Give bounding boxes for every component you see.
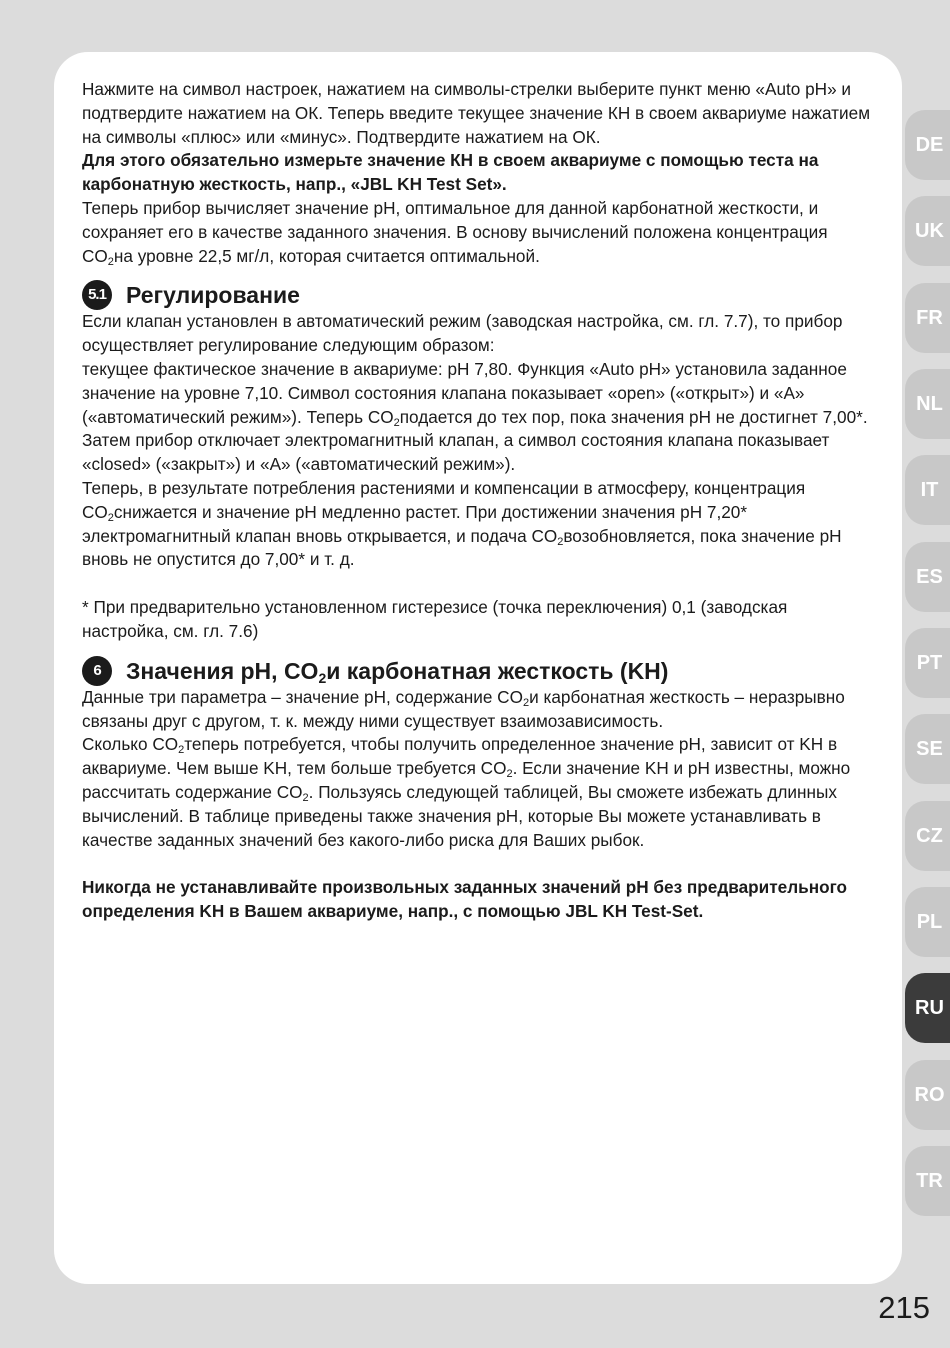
tab-language-de[interactable]: DE	[905, 110, 950, 180]
footnote: * При предварительно установленном гистерезисе (точка переключения) 0,1 (заводская настройка, см. гл. 7.6)	[82, 597, 788, 641]
section-title: Значения pH, $CO_2и$ карбонатная жесткость (KH)	[126, 657, 669, 686]
tab-language-uk[interactable]: UK	[905, 196, 950, 266]
section-title: Регулирование	[126, 282, 300, 309]
tab-language-pt[interactable]: PT	[905, 628, 950, 698]
tab-language-it[interactable]: IT	[905, 455, 950, 525]
intro-paragraph-2: Теперь прибор вычисляет значение pH, оптимальное для данной карбонатной жесткости, и сохраняет его в качестве заданного значения. В основу вычислений положена концентрация $CO_2на$ уровне 22,5 мг/л, которая считается оптимальной.	[82, 197, 828, 268]
document-content	[82, 78, 872, 924]
section-6-heading	[82, 656, 872, 686]
section-number-badge: 6	[82, 656, 112, 686]
tab-language-cz[interactable]: CZ	[905, 801, 950, 871]
intro-paragraph-1: Нажмите на символ настроек, нажатием на символы-стрелки выберите пункт меню «Auto pH» и подтвердите нажатием на ОК. Теперь введите текущее значение КН в своем аквариуме нажатием на символы «плюс» или «минус». Подтвердите нажатием на ОК.	[82, 79, 871, 147]
section-5-1-paragraph-2: текущее фактическое значение в аквариуме: pH 7,80. Функция «Auto pH» установила заданное значение на уровне 7,10. Символ состояния клапана показывает «open» («открыт») и «A» («автоматический режим»). Теперь $CO_2подается$ до тех пор, пока значения pH не достигнет 7,00*. Затем прибор отключает электромагнитный клапан, а символ состояния клапана показывает «closed» («закрыт») и «A» («автоматический режим»).	[82, 358, 868, 475]
tab-language-tr[interactable]: TR	[905, 1146, 950, 1216]
section-5-1-paragraph-3: Теперь, в результате потребления растениями и компенсации в атмосферу, концентрация $CO_2снижается$ и значение pH медленно растет. При достижении значения pH 7,20* электромагнитный клапан вновь открывается, и подача $CO_2возобновляется$, пока значение pH вновь не опустится до 7,00* и т. д.	[82, 477, 842, 570]
tab-language-se[interactable]: SE	[905, 714, 950, 784]
tab-language-pl[interactable]: PL	[905, 887, 950, 957]
warning-note: Никогда не устанавливайте произвольных заданных значений pH без предварительного определения KH в Вашем аквариуме, напр., с помощью JBL KH Test-Set.	[82, 877, 848, 922]
intro-bold-note: Для этого обязательно измерьте значение КН в своем аквариуме с помощью теста на карбонатную жесткость, напр., «JBL KH Test Set».	[82, 150, 819, 195]
tab-language-es[interactable]: ES	[905, 542, 950, 612]
page-number: 215	[878, 1290, 930, 1325]
tab-language-fr[interactable]: FR	[905, 283, 950, 353]
section-5-1-paragraph-1: Если клапан установлен в автоматический режим (заводская настройка, см. гл. 7.7), то прибор осуществляет регулирование следующим образом:	[82, 311, 843, 356]
section-5-1-heading	[82, 280, 872, 310]
tab-language-nl[interactable]: NL	[905, 369, 950, 439]
section-number-badge: 5.1	[82, 280, 112, 310]
section-6-paragraph-2: Сколько $CO_2теперь$ потребуется, чтобы получить определенное значение pH, зависит от KH в аквариуме. Чем выше KH, тем больше требуется $CO_2$. Если значение KH и pH известны, можно рассчитать содержание $CO_2$. Пользуясь следующей таблицей, Вы сможете избежать длинных вычислений. В таблице приведены также значения pH, которые Вы можете устанавливать в качестве заданных значений без какого-либо риска для Ваших рыбок.	[82, 734, 851, 850]
section-6-paragraph-1: Данные три параметра – значение pH, содержание $CO_2и$ карбонатная жесткость – неразрывно связаны друг с другом, т. к. между ними существует взаимозависимость.	[82, 686, 845, 731]
language-tabs	[905, 0, 950, 1348]
tab-language-ru[interactable]: RU	[905, 973, 950, 1043]
tab-language-ro[interactable]: RO	[905, 1060, 950, 1130]
